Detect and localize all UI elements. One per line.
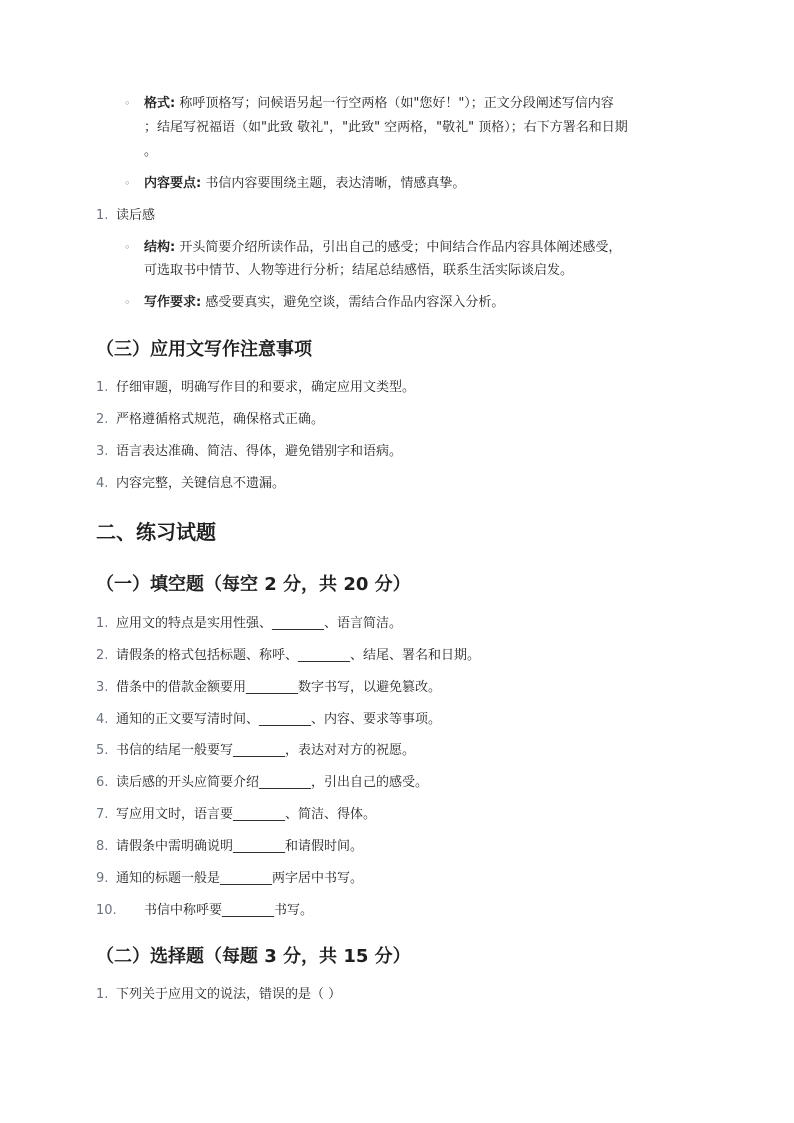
bullet-icon: ◦ <box>124 296 131 309</box>
structure-line-2: 可选取书中情节、人物等进行分析；结尾总结感悟，联系生活实际谈启发。 <box>144 263 574 278</box>
list-number: 1. <box>96 987 109 1002</box>
question-item: 通知的正文要写清时间、________、内容、要求等事项。 <box>116 712 442 727</box>
list-number: 2. <box>96 648 109 663</box>
question-item: 通知的标题一般是________两字居中书写。 <box>116 871 364 886</box>
list-item: 语言表达准确、简洁、得体，避免错别字和语病。 <box>116 444 403 459</box>
list-number: 3. <box>96 680 109 695</box>
list-item: 仔细审题，明确写作目的和要求，确定应用文类型。 <box>116 380 416 395</box>
format-text-1: 称呼顶格写；问候语另起一行空两格（如"您好！"）；正文分段阐述写信内容 <box>179 96 614 111</box>
requirement-label: 写作要求: <box>144 295 202 310</box>
list-number: 4. <box>96 712 109 727</box>
structure-line-1 <box>144 239 621 257</box>
format-line-3: 。 <box>144 144 158 159</box>
list-number: 1. <box>96 208 109 223</box>
structure-text-1: 开头简要介绍所读作品，引出自己的感受；中间结合作品内容具体阐述感受， <box>179 240 622 255</box>
list-number: 7. <box>96 807 109 822</box>
list-number: 3. <box>96 444 109 459</box>
question-item: 借条中的借款金额要用________数字书写，以避免篡改。 <box>116 680 442 695</box>
list-item: 严格遵循格式规范，确保格式正确。 <box>116 412 325 427</box>
content-text: 书信内容要围绕主题，表达清晰，情感真挚。 <box>205 176 466 191</box>
question-item: 写应用文时，语言要________、简洁、得体。 <box>116 807 377 822</box>
format-label: 格式: <box>144 96 176 111</box>
question-item: 书信的结尾一般要写________，表达对对方的祝愿。 <box>116 743 416 758</box>
list-number: 1. <box>96 380 109 395</box>
format-line-1 <box>144 95 614 113</box>
list-number: 8. <box>96 839 109 854</box>
requirement-line <box>144 294 504 312</box>
format-line-2: ；结尾写祝福语（如"此致 敬礼"，"此致" 空两格，"敬礼" 顶格）；右下方署名和日期 <box>144 120 628 135</box>
question-item: 请假条的格式包括标题、称呼、________、结尾、署名和日期。 <box>116 648 481 663</box>
list-number: 2. <box>96 412 109 427</box>
requirement-text: 感受要真实，避免空谈，需结合作品内容深入分析。 <box>205 295 505 310</box>
choice-heading: （二）选择题（每题 3 分，共 15 分） <box>96 946 411 967</box>
practice-heading: 二、练习试题 <box>96 520 216 544</box>
question-item: 应用文的特点是实用性强、________、语言简洁。 <box>116 616 403 631</box>
notes-heading: （三）应用文写作注意事项 <box>96 339 312 360</box>
question-item: 请假条中需明确说明________和请假时间。 <box>116 839 364 854</box>
bullet-icon: ◦ <box>124 97 131 110</box>
list-number: 9. <box>96 871 109 886</box>
list-number: 4. <box>96 476 109 491</box>
question-item: 下列关于应用文的说法，错误的是（ ） <box>116 987 342 1002</box>
list-number: 6. <box>96 775 109 790</box>
reading-title: 读后感 <box>116 208 156 223</box>
bullet-icon: ◦ <box>124 177 131 190</box>
question-item: 书信中称呼要________书写。 <box>144 903 314 918</box>
structure-label: 结构: <box>144 240 176 255</box>
content-points-line <box>144 175 465 193</box>
bullet-icon: ◦ <box>124 241 131 254</box>
list-number: 1. <box>96 616 109 631</box>
fill-heading: （一）填空题（每空 2 分，共 20 分） <box>96 574 411 595</box>
list-number: 10. <box>96 903 117 918</box>
list-item: 内容完整，关键信息不遗漏。 <box>116 476 286 491</box>
list-number: 5. <box>96 743 109 758</box>
question-item: 读后感的开头应简要介绍________，引出自己的感受。 <box>116 775 429 790</box>
content-label: 内容要点: <box>144 176 202 191</box>
